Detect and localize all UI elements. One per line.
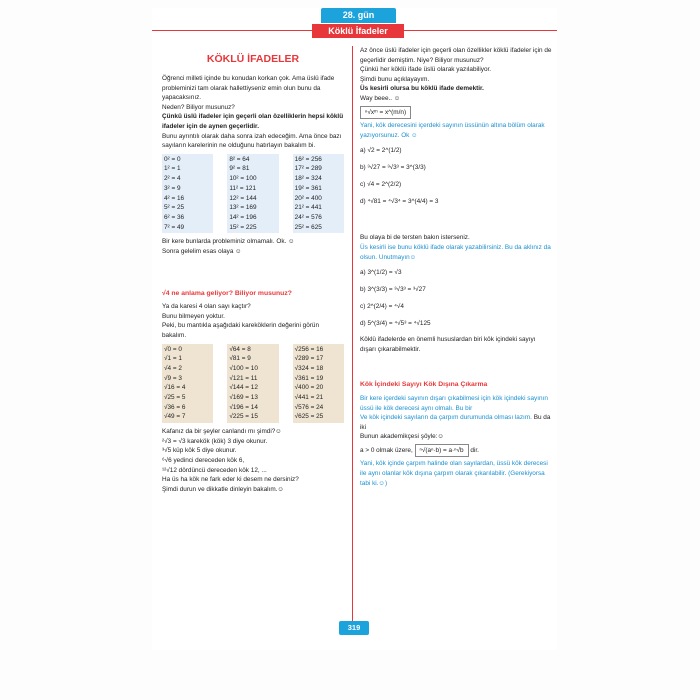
page-number: 319: [339, 621, 369, 635]
example-line: c) √4 = 2^(2/2): [360, 181, 402, 189]
remark-line: Sonra gelelim esas olaya ☺: [162, 247, 242, 255]
table-cell: 9² = 81: [229, 165, 250, 173]
roots-column: [162, 344, 213, 424]
roots-column: [227, 344, 278, 424]
key-statement: Çünkü üslü ifadeler için geçerli olan özelliklerin hepsi köklü ifadeler için de aynen geçerlidir.: [162, 113, 344, 130]
question-line: Neden? Biliyor musunuz?: [162, 103, 235, 111]
table-cell: √196 = 14: [229, 403, 258, 411]
text-line: Ha üs ha kök ne fark eder ki desem ne dersiniz?: [162, 476, 299, 484]
table-cell: √169 = 13: [229, 394, 258, 402]
page-heading: KÖKLÜ İFADELER: [206, 53, 300, 65]
table-cell: 10² = 100: [229, 175, 257, 183]
table-cell: √4 = 2: [164, 364, 182, 372]
table-cell: √361 = 19: [294, 374, 324, 382]
table-cell: √256 = 16: [294, 345, 324, 353]
table-cell: 13² = 169: [229, 204, 257, 212]
table-cell: 18² = 324: [294, 175, 322, 183]
example-line: b) 3^(3/3) = ³√3³ = ³√27: [360, 286, 426, 294]
root-reading-line: ⁶√6 yedinci dereceden kök 6,: [162, 456, 245, 464]
table-cell: √400 = 20: [294, 384, 324, 392]
table-cell: 16² = 256: [294, 155, 322, 163]
table-cell: √25 = 5: [164, 394, 186, 402]
table-cell: √9 = 3: [164, 374, 182, 382]
day-tab: 28. gün: [321, 8, 396, 23]
table-cell: 8² = 64: [229, 155, 250, 163]
root-reading-line: ³√5 küp kök 5 diye okunur.: [162, 447, 237, 455]
left-column: [162, 46, 344, 494]
intro-paragraph: Az önce üslü ifadeler için geçerli olan özellikler köklü ifadeler için de geçerlidir demiştim. Niye? Biliyor musunuz?: [360, 47, 552, 64]
blue-explanation: Üs kesirli ise bunu köklü ifade olarak yazabilirsiniz. Bu da aklınız da olsun. Unutmayın☺: [360, 243, 551, 261]
example-line: a) √2 = 2^(1/2): [360, 147, 402, 155]
blue-explanation: Yani, kök içinde çarpım halinde olan sayılardan, üssü kök derecesi ile aynı olanlar kök dışına çarpım olarak çıkarılabilir. (Gerekiyorsa tabi ki.☺): [360, 460, 548, 487]
text-line: Peki, bu mantıkla aşağıdaki kareköklerin değerini görün bakalım.: [162, 322, 320, 339]
root-reading-line: ²√3 = √3 karekök (kök) 3 diye okunur.: [162, 437, 268, 445]
formula-box: ⁿ√(aⁿ·b) = a·ⁿ√b: [415, 444, 469, 458]
table-cell: √324 = 18: [294, 364, 324, 372]
table-cell: 1² = 1: [164, 165, 181, 173]
text-line: dir.: [470, 446, 479, 454]
table-cell: 20² = 400: [294, 194, 322, 202]
table-cell: √1 = 1: [164, 355, 182, 363]
roots-table: [162, 344, 344, 424]
text-line: Şimdi bunu açıklayayım.: [360, 75, 430, 83]
key-statement: Üs kesirli olursa bu köklü ifade demektir.: [360, 85, 484, 93]
question-line: Ya da karesi 4 olan sayı kaçtır?: [162, 303, 251, 311]
table-cell: √81 = 9: [229, 355, 251, 363]
squares-column: [162, 154, 213, 234]
table-cell: 7² = 49: [164, 223, 185, 231]
table-cell: 11² = 121: [229, 184, 257, 192]
example-line: d) 5^(3/4) = ⁴√5³ = ⁴√125: [360, 320, 431, 328]
section-title-bar: Köklü İfadeler: [312, 24, 404, 38]
sub-heading: √4 ne anlama geliyor? Biliyor musunuz?: [162, 289, 292, 297]
remark-line: Bir kere bunlarda probleminiz olmamalı. Ok. ☺: [162, 238, 295, 246]
squares-column: [227, 154, 278, 234]
table-cell: 0² = 0: [164, 155, 181, 163]
table-cell: 5² = 25: [164, 204, 185, 212]
example-line: a) 3^(1/2) = √3: [360, 269, 402, 277]
blue-explanation: Ve kök içindeki sayıların da çarpım durumunda olması lazım.: [360, 414, 532, 422]
text-line: Bu olaya bi de tersten bakın isterseniz.: [360, 234, 470, 242]
roots-column: [293, 344, 344, 424]
table-cell: 15² = 225: [229, 223, 257, 231]
table-cell: 19² = 361: [294, 184, 322, 192]
table-cell: √576 = 24: [294, 403, 324, 411]
example-line: c) 2^(2/4) = ⁴√4: [360, 303, 404, 311]
table-cell: √0 = 0: [164, 345, 182, 353]
text-line: Bu da iki: [360, 414, 551, 431]
text-line: Way beee.. ☺: [360, 94, 401, 102]
squares-column: [293, 154, 344, 234]
table-cell: 12² = 144: [229, 194, 257, 202]
spacer: [360, 354, 552, 378]
intro-paragraph: Öğrenci milleti içinde bu konudan korkan çok. Ama üslü ifade probleminizi tam olarak hallettiyseniz emin olun bunu da yapacaksınız.: [162, 75, 335, 102]
text-line: Şimdi durun ve dikkatle dinleyin bakalım.☺: [162, 485, 284, 493]
sub-heading: Kök İçindeki Sayıyı Kök Dışına Çıkarma: [360, 381, 488, 389]
table-cell: √225 = 15: [229, 413, 258, 421]
table-cell: √121 = 11: [229, 374, 258, 382]
book-page: [152, 8, 557, 650]
table-cell: √100 = 10: [229, 364, 258, 372]
example-line: d) ⁴√81 = ⁴√3⁴ = 3^(4/4) = 3: [360, 198, 439, 206]
table-cell: 25² = 625: [294, 223, 322, 231]
explanation-paragraph: Bunu ayrıntılı olarak daha sonra izah edeceğim. Ama önce bazı sayıların karelerinin ne olduğunu hatırlayın bakalım bi.: [162, 132, 342, 150]
text-line: Çünkü her köklü ifade üslü olarak yazılabiliyor.: [360, 66, 492, 74]
text-line: Bunun akademikçesi şöyle:☺: [360, 433, 444, 441]
root-reading-line: ¹²√12 dördüncü dereceden kök 12, ...: [162, 466, 267, 474]
text-line: Kafanız da bir şeyler canlandı mı şimdi?☺: [162, 428, 282, 436]
table-cell: 14² = 196: [229, 213, 257, 221]
text-line: Bunu bilmeyen yoktur.: [162, 312, 225, 320]
text-line: a > 0 olmak üzere,: [360, 446, 413, 454]
squares-table: [162, 154, 344, 234]
table-cell: √49 = 7: [164, 413, 186, 421]
spacer: [360, 213, 552, 233]
spacer: [162, 257, 344, 287]
table-cell: √441 = 21: [294, 394, 324, 402]
table-cell: 3² = 9: [164, 184, 181, 192]
column-divider: [352, 46, 353, 624]
table-cell: 6² = 36: [164, 213, 185, 221]
table-cell: √289 = 17: [294, 355, 324, 363]
blue-explanation: Bir kere içerdeki sayının dışarı çıkabilmesi için kök içindeki sayının üssü ile kök derecesi aynı olmalı. Bu bir: [360, 394, 548, 412]
table-cell: √625 = 25: [294, 413, 324, 421]
table-cell: √144 = 12: [229, 384, 258, 392]
table-cell: 17² = 289: [294, 165, 322, 173]
right-column: [360, 46, 552, 488]
text-line: Köklü ifadelerde en önemli hususlardan biri kök içindeki sayıyı dışarı çıkarabilmektir.: [360, 336, 536, 353]
table-cell: √16 = 4: [164, 384, 186, 392]
table-cell: √36 = 6: [164, 403, 186, 411]
table-cell: 2² = 4: [164, 175, 181, 183]
formula-box: ⁿ√xᵐ = x^(m/n): [360, 106, 411, 120]
table-cell: √64 = 8: [229, 345, 251, 353]
table-cell: 4² = 16: [164, 194, 185, 202]
table-cell: 21² = 441: [294, 204, 322, 212]
example-line: b) ³√27 = ³√3³ = 3^(3/3): [360, 164, 426, 172]
table-cell: 24² = 576: [294, 213, 322, 221]
blue-explanation: Yani, kök derecesini içerdeki sayının üssünün altına bölüm olarak yazıyorsunuz. Ok ☺: [360, 122, 545, 139]
